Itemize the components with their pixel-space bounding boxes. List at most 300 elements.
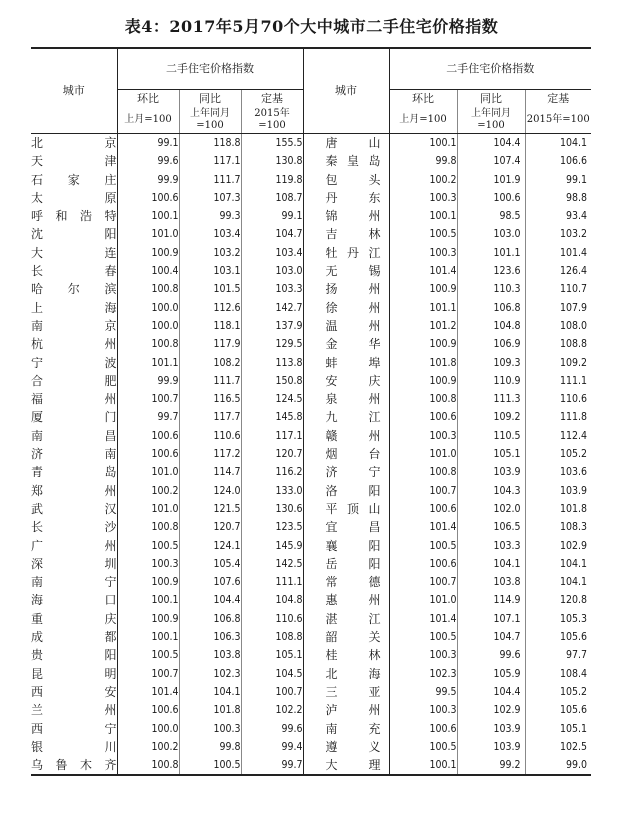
- base-cell-right: 109.2: [525, 354, 591, 372]
- base-cell-left: 104.8: [241, 591, 303, 609]
- mom-cell-right: 100.6: [389, 408, 457, 426]
- city-cell-right: 九江: [303, 408, 389, 426]
- yoy-cell-left: 107.3: [179, 189, 241, 207]
- city-cell-right: 安庆: [303, 372, 389, 390]
- yoy-cell-right: 106.9: [457, 335, 525, 353]
- base-cell-right: 99.0: [525, 756, 591, 775]
- yoy-cell-right: 102.0: [457, 500, 525, 518]
- yoy-cell-right: 110.5: [457, 427, 525, 445]
- base-cell-left: 104.7: [241, 225, 303, 243]
- mom-header-left: 环比: [117, 90, 179, 108]
- mom-cell-right: 100.6: [389, 720, 457, 738]
- mom-cell-right: 101.8: [389, 354, 457, 372]
- base-cell-right: 103.6: [525, 463, 591, 481]
- mom-header-right: 环比: [389, 90, 457, 108]
- mom-cell-left: 99.9: [117, 171, 179, 189]
- yoy-cell-right: 100.6: [457, 189, 525, 207]
- table-row: [31, 628, 591, 646]
- mom-cell-right: 100.8: [389, 390, 457, 408]
- base-cell-right: 104.1: [525, 573, 591, 591]
- city-cell-right: 三亚: [303, 683, 389, 701]
- yoy-cell-left: 101.5: [179, 280, 241, 298]
- base-cell-right: 101.8: [525, 500, 591, 518]
- city-cell-left: 宁波: [31, 355, 117, 370]
- base-cell-left: 137.9: [241, 317, 303, 335]
- city-cell-right: 岳阳: [303, 555, 389, 573]
- city-cell-left: 大连: [31, 245, 117, 260]
- mom-cell-left: 100.6: [117, 189, 179, 207]
- base-cell-left: 117.1: [241, 427, 303, 445]
- city-cell-right: 赣州: [303, 427, 389, 445]
- yoy-cell-right: 107.1: [457, 610, 525, 628]
- city-cell-right: 惠州: [303, 591, 389, 609]
- mom-cell-left: 101.1: [117, 354, 179, 372]
- city-cell-right: 丹东: [303, 189, 389, 207]
- yoy-cell-left: 120.7: [179, 518, 241, 536]
- yoy-cell-left: 103.8: [179, 646, 241, 664]
- table-row: [31, 756, 591, 775]
- yoy-basis-left: 上年同月=100: [179, 107, 241, 134]
- table-row: [31, 207, 591, 225]
- city-cell-left: 重庆: [31, 611, 117, 626]
- base-cell-left: 110.6: [241, 610, 303, 628]
- yoy-cell-left: 100.3: [179, 720, 241, 738]
- mom-cell-left: 99.6: [117, 152, 179, 170]
- mom-cell-left: 100.2: [117, 482, 179, 500]
- city-cell-right: 唐山: [303, 134, 389, 153]
- yoy-cell-right: 104.7: [457, 628, 525, 646]
- yoy-cell-right: 101.9: [457, 171, 525, 189]
- yoy-header-left: 同比: [179, 90, 241, 108]
- mom-cell-left: 100.1: [117, 591, 179, 609]
- yoy-cell-left: 117.7: [179, 408, 241, 426]
- table-row: [31, 354, 591, 372]
- city-cell-right: 锦州: [303, 207, 389, 225]
- base-cell-left: 130.8: [241, 152, 303, 170]
- yoy-cell-left: 118.1: [179, 317, 241, 335]
- city-cell-left: 兰州: [31, 703, 117, 718]
- city-cell-left: 海口: [31, 593, 117, 608]
- base-cell-left: 99.6: [241, 720, 303, 738]
- mom-cell-right: 100.5: [389, 537, 457, 555]
- index-group-header-right: 二手住宅价格指数: [389, 49, 591, 90]
- yoy-cell-right: 105.1: [457, 445, 525, 463]
- mom-basis-right: 上月=100: [389, 107, 457, 134]
- mom-cell-left: 100.1: [117, 628, 179, 646]
- base-cell-left: 120.7: [241, 445, 303, 463]
- city-cell-right: 遵义: [303, 738, 389, 756]
- yoy-cell-left: 104.4: [179, 591, 241, 609]
- base-header-right: 定基: [525, 90, 591, 108]
- city-cell-left: 贵阳: [31, 648, 117, 663]
- base-cell-left: 100.7: [241, 683, 303, 701]
- mom-cell-right: 101.4: [389, 262, 457, 280]
- table-row: [31, 463, 591, 481]
- yoy-cell-right: 101.1: [457, 244, 525, 262]
- yoy-cell-right: 103.9: [457, 738, 525, 756]
- table-row: [31, 518, 591, 536]
- base-cell-left: 108.7: [241, 189, 303, 207]
- yoy-header-right: 同比: [457, 90, 525, 108]
- city-cell-left: 郑州: [31, 483, 117, 498]
- table-row: [31, 591, 591, 609]
- table-row: [31, 152, 591, 170]
- yoy-cell-right: 123.6: [457, 262, 525, 280]
- yoy-cell-left: 117.2: [179, 445, 241, 463]
- city-cell-right: 韶关: [303, 628, 389, 646]
- table-row: [31, 427, 591, 445]
- mom-cell-left: 100.9: [117, 573, 179, 591]
- mom-cell-right: 100.9: [389, 335, 457, 353]
- yoy-cell-left: 111.7: [179, 372, 241, 390]
- mom-basis-left: 上月=100: [117, 107, 179, 134]
- mom-cell-left: 100.3: [117, 555, 179, 573]
- yoy-cell-left: 99.8: [179, 738, 241, 756]
- city-cell-right: 宜昌: [303, 518, 389, 536]
- yoy-cell-right: 105.9: [457, 665, 525, 683]
- base-cell-right: 98.8: [525, 189, 591, 207]
- mom-cell-left: 100.5: [117, 646, 179, 664]
- city-cell-left: 青岛: [31, 465, 117, 480]
- city-cell-left: 合肥: [31, 373, 117, 388]
- city-cell-right: 大理: [303, 756, 389, 775]
- yoy-cell-left: 114.7: [179, 463, 241, 481]
- base-cell-left: 129.5: [241, 335, 303, 353]
- mom-cell-left: 100.1: [117, 207, 179, 225]
- mom-cell-left: 100.2: [117, 738, 179, 756]
- city-cell-right: 扬州: [303, 280, 389, 298]
- base-cell-right: 103.2: [525, 225, 591, 243]
- city-cell-left: 天津: [31, 154, 117, 169]
- yoy-cell-right: 99.6: [457, 646, 525, 664]
- yoy-cell-left: 100.5: [179, 756, 241, 775]
- base-cell-left: 116.2: [241, 463, 303, 481]
- city-cell-right: 泉州: [303, 390, 389, 408]
- mom-cell-right: 100.9: [389, 280, 457, 298]
- yoy-cell-left: 106.8: [179, 610, 241, 628]
- base-cell-right: 110.7: [525, 280, 591, 298]
- table-row: [31, 701, 591, 719]
- city-cell-left: 南京: [31, 318, 117, 333]
- mom-cell-right: 102.3: [389, 665, 457, 683]
- yoy-cell-right: 106.8: [457, 299, 525, 317]
- base-cell-left: 142.5: [241, 555, 303, 573]
- yoy-cell-left: 99.3: [179, 207, 241, 225]
- table-row: [31, 683, 591, 701]
- index-group-header-left: 二手住宅价格指数: [117, 49, 303, 90]
- city-cell-left: 福州: [31, 392, 117, 407]
- city-cell-left: 长春: [31, 264, 117, 279]
- base-cell-right: 102.5: [525, 738, 591, 756]
- city-cell-right: 徐州: [303, 299, 389, 317]
- yoy-cell-left: 102.3: [179, 665, 241, 683]
- base-cell-left: 99.7: [241, 756, 303, 775]
- mom-cell-left: 101.0: [117, 463, 179, 481]
- base-cell-right: 105.6: [525, 701, 591, 719]
- base-cell-left: 99.1: [241, 207, 303, 225]
- yoy-cell-right: 104.8: [457, 317, 525, 335]
- base-cell-left: 119.8: [241, 171, 303, 189]
- base-cell-left: 130.6: [241, 500, 303, 518]
- city-cell-right: 常德: [303, 573, 389, 591]
- mom-cell-right: 100.1: [389, 134, 457, 153]
- yoy-cell-right: 104.1: [457, 555, 525, 573]
- mom-cell-right: 100.8: [389, 463, 457, 481]
- city-cell-right: 泸州: [303, 701, 389, 719]
- base-cell-right: 106.6: [525, 152, 591, 170]
- mom-cell-left: 101.4: [117, 683, 179, 701]
- yoy-cell-right: 110.9: [457, 372, 525, 390]
- city-cell-right: 无锡: [303, 262, 389, 280]
- base-cell-right: 105.2: [525, 683, 591, 701]
- table-row: [31, 134, 591, 153]
- table-row: [31, 299, 591, 317]
- base-cell-left: 133.0: [241, 482, 303, 500]
- base-cell-right: 108.3: [525, 518, 591, 536]
- mom-cell-right: 100.5: [389, 738, 457, 756]
- base-cell-left: 102.2: [241, 701, 303, 719]
- mom-cell-right: 100.3: [389, 701, 457, 719]
- city-cell-left: 厦门: [31, 410, 117, 425]
- yoy-cell-right: 104.4: [457, 134, 525, 153]
- yoy-cell-right: 109.3: [457, 354, 525, 372]
- yoy-cell-right: 114.9: [457, 591, 525, 609]
- yoy-cell-right: 102.9: [457, 701, 525, 719]
- table-title: 表4：2017年5月70个大中城市二手住宅价格指数: [124, 17, 499, 36]
- city-cell-left: 北京: [31, 136, 117, 150]
- base-cell-right: 104.1: [525, 555, 591, 573]
- yoy-cell-left: 101.8: [179, 701, 241, 719]
- table-row: [31, 189, 591, 207]
- base-cell-left: 155.5: [241, 134, 303, 153]
- base-cell-right: 111.1: [525, 372, 591, 390]
- table-row: [31, 262, 591, 280]
- yoy-cell-left: 116.5: [179, 390, 241, 408]
- yoy-cell-right: 106.5: [457, 518, 525, 536]
- yoy-cell-left: 103.4: [179, 225, 241, 243]
- city-cell-right: 北海: [303, 665, 389, 683]
- table-row: [31, 720, 591, 738]
- city-cell-left: 太原: [31, 190, 117, 205]
- yoy-cell-right: 103.9: [457, 720, 525, 738]
- mom-cell-right: 101.0: [389, 591, 457, 609]
- yoy-cell-right: 107.4: [457, 152, 525, 170]
- yoy-cell-left: 103.2: [179, 244, 241, 262]
- yoy-cell-left: 107.6: [179, 573, 241, 591]
- table-row: [31, 646, 591, 664]
- table-row: [31, 665, 591, 683]
- mom-cell-right: 100.7: [389, 573, 457, 591]
- city-cell-right: 襄阳: [303, 537, 389, 555]
- table-row: [31, 390, 591, 408]
- yoy-cell-left: 104.1: [179, 683, 241, 701]
- base-cell-right: 93.4: [525, 207, 591, 225]
- yoy-cell-right: 111.3: [457, 390, 525, 408]
- city-cell-right: 秦皇岛: [303, 152, 389, 170]
- table-body: [31, 134, 591, 776]
- base-cell-left: 150.8: [241, 372, 303, 390]
- base-basis-right: 2015年=100: [525, 107, 591, 134]
- base-cell-left: 103.3: [241, 280, 303, 298]
- mom-cell-left: 100.6: [117, 701, 179, 719]
- table-row: [31, 445, 591, 463]
- base-cell-right: 101.4: [525, 244, 591, 262]
- city-cell-left: 长沙: [31, 520, 117, 535]
- mom-cell-right: 100.2: [389, 171, 457, 189]
- table-row: [31, 171, 591, 189]
- mom-cell-right: 101.1: [389, 299, 457, 317]
- base-cell-left: 103.0: [241, 262, 303, 280]
- yoy-cell-right: 103.0: [457, 225, 525, 243]
- base-cell-right: 105.2: [525, 445, 591, 463]
- base-cell-right: 108.0: [525, 317, 591, 335]
- base-cell-left: 142.7: [241, 299, 303, 317]
- yoy-cell-left: 111.7: [179, 171, 241, 189]
- mom-cell-left: 100.6: [117, 445, 179, 463]
- base-basis-left: 2015年=100: [241, 107, 303, 134]
- mom-cell-left: 99.7: [117, 408, 179, 426]
- city-cell-right: 蚌埠: [303, 354, 389, 372]
- table-row: [31, 335, 591, 353]
- base-cell-right: 99.1: [525, 171, 591, 189]
- price-index-table: [31, 47, 591, 776]
- city-cell-left: 呼和浩特: [31, 209, 117, 224]
- yoy-cell-left: 110.6: [179, 427, 241, 445]
- city-cell-left: 昆明: [31, 666, 117, 681]
- base-cell-right: 103.9: [525, 482, 591, 500]
- mom-cell-left: 100.9: [117, 610, 179, 628]
- mom-cell-left: 101.0: [117, 225, 179, 243]
- city-header-right: 城市: [303, 49, 389, 134]
- city-cell-right: 温州: [303, 317, 389, 335]
- mom-cell-right: 101.4: [389, 610, 457, 628]
- yoy-cell-left: 121.5: [179, 500, 241, 518]
- mom-cell-left: 100.4: [117, 262, 179, 280]
- mom-cell-left: 100.8: [117, 280, 179, 298]
- mom-cell-right: 100.3: [389, 646, 457, 664]
- mom-cell-right: 99.5: [389, 683, 457, 701]
- city-cell-right: 平顶山: [303, 500, 389, 518]
- yoy-cell-left: 106.3: [179, 628, 241, 646]
- mom-cell-left: 100.7: [117, 390, 179, 408]
- yoy-cell-left: 118.8: [179, 134, 241, 153]
- yoy-cell-left: 117.1: [179, 152, 241, 170]
- table-row: [31, 573, 591, 591]
- base-cell-right: 105.6: [525, 628, 591, 646]
- city-cell-left: 哈尔滨: [31, 282, 117, 297]
- yoy-cell-right: 110.3: [457, 280, 525, 298]
- city-cell-left: 成都: [31, 630, 117, 645]
- mom-cell-right: 100.1: [389, 207, 457, 225]
- base-cell-right: 97.7: [525, 646, 591, 664]
- base-cell-left: 113.8: [241, 354, 303, 372]
- mom-cell-left: 100.8: [117, 335, 179, 353]
- mom-cell-left: 101.0: [117, 500, 179, 518]
- yoy-cell-right: 104.3: [457, 482, 525, 500]
- table-row: [31, 610, 591, 628]
- mom-cell-left: 100.6: [117, 427, 179, 445]
- table-header: [31, 48, 591, 134]
- table-row: [31, 317, 591, 335]
- yoy-cell-right: 99.2: [457, 756, 525, 775]
- base-cell-right: 104.1: [525, 134, 591, 153]
- base-header-left: 定基: [241, 90, 303, 108]
- city-cell-right: 吉林: [303, 225, 389, 243]
- table-row: [31, 244, 591, 262]
- base-cell-left: 105.1: [241, 646, 303, 664]
- yoy-cell-right: 103.3: [457, 537, 525, 555]
- base-cell-right: 112.4: [525, 427, 591, 445]
- mom-cell-right: 101.4: [389, 518, 457, 536]
- base-cell-left: 124.5: [241, 390, 303, 408]
- base-cell-right: 111.8: [525, 408, 591, 426]
- yoy-cell-right: 103.8: [457, 573, 525, 591]
- yoy-basis-right: 上年同月=100: [457, 107, 525, 134]
- yoy-cell-left: 112.6: [179, 299, 241, 317]
- base-cell-right: 120.8: [525, 591, 591, 609]
- table-row: [31, 372, 591, 390]
- city-header-left: 城市: [31, 49, 117, 134]
- base-cell-right: 105.3: [525, 610, 591, 628]
- city-cell-right: 南充: [303, 720, 389, 738]
- yoy-cell-left: 117.9: [179, 335, 241, 353]
- table-row: [31, 408, 591, 426]
- mom-cell-left: 99.1: [117, 134, 179, 153]
- base-cell-left: 123.5: [241, 518, 303, 536]
- base-cell-right: 110.6: [525, 390, 591, 408]
- city-cell-right: 烟台: [303, 445, 389, 463]
- yoy-cell-left: 108.2: [179, 354, 241, 372]
- base-cell-left: 111.1: [241, 573, 303, 591]
- base-cell-right: 108.8: [525, 335, 591, 353]
- mom-cell-right: 100.1: [389, 756, 457, 775]
- city-cell-right: 济宁: [303, 463, 389, 481]
- mom-cell-left: 100.7: [117, 665, 179, 683]
- yoy-cell-right: 98.5: [457, 207, 525, 225]
- base-cell-left: 104.5: [241, 665, 303, 683]
- city-cell-left: 济南: [31, 447, 117, 462]
- city-cell-right: 洛阳: [303, 482, 389, 500]
- city-cell-left: 深圳: [31, 556, 117, 571]
- city-cell-left: 南昌: [31, 428, 117, 443]
- city-cell-left: 武汉: [31, 501, 117, 516]
- base-cell-left: 103.4: [241, 244, 303, 262]
- base-cell-right: 126.4: [525, 262, 591, 280]
- base-cell-left: 99.4: [241, 738, 303, 756]
- base-cell-right: 102.9: [525, 537, 591, 555]
- mom-cell-right: 100.5: [389, 225, 457, 243]
- city-cell-left: 石家庄: [31, 172, 117, 187]
- mom-cell-right: 100.7: [389, 482, 457, 500]
- yoy-cell-left: 103.1: [179, 262, 241, 280]
- mom-cell-right: 100.5: [389, 628, 457, 646]
- city-cell-left: 广州: [31, 538, 117, 553]
- mom-cell-right: 101.0: [389, 445, 457, 463]
- mom-cell-right: 99.8: [389, 152, 457, 170]
- table-row: [31, 225, 591, 243]
- mom-cell-left: 99.9: [117, 372, 179, 390]
- yoy-cell-right: 104.4: [457, 683, 525, 701]
- mom-cell-left: 100.0: [117, 720, 179, 738]
- mom-cell-right: 100.3: [389, 189, 457, 207]
- city-cell-right: 湛江: [303, 610, 389, 628]
- yoy-cell-left: 124.1: [179, 537, 241, 555]
- city-cell-left: 西宁: [31, 721, 117, 736]
- city-cell-right: 桂林: [303, 646, 389, 664]
- city-cell-right: 包头: [303, 171, 389, 189]
- base-cell-left: 108.8: [241, 628, 303, 646]
- table-row: [31, 280, 591, 298]
